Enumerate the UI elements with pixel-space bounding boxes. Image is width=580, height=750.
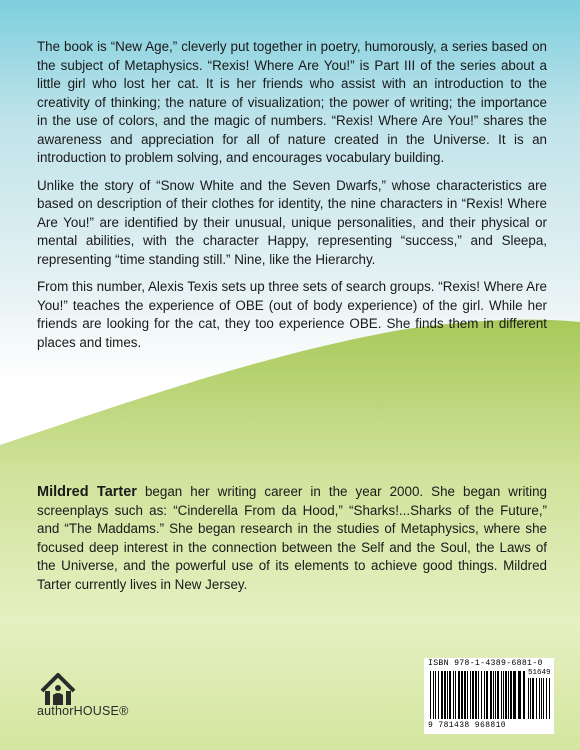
barcode-bar <box>539 678 540 719</box>
barcode-bar <box>530 678 531 719</box>
barcode-number: 9 781438 968810 <box>428 721 507 730</box>
barcode-bar <box>505 671 507 719</box>
barcode-bar <box>523 671 525 719</box>
barcode-bar <box>458 671 460 719</box>
barcode-bar <box>536 678 537 719</box>
barcode-bar <box>475 671 477 719</box>
barcode-bar <box>430 671 431 719</box>
author-bio <box>37 483 547 603</box>
barcode-bar <box>438 671 439 719</box>
author-name: Mildred Tarter <box>37 484 137 500</box>
barcode-bar <box>472 671 474 719</box>
barcode-bar <box>503 671 504 719</box>
description-paragraph-2: Unlike the story of “Snow White and the Seven Dwarfs,” whose characteristics are based on description of their clothes for identity, the nine characters in “Rexis! Where Are You!” are identified by their unusual, unique personalities, and their physical or mental abilities, with the character Happy, representing “success,” and Sleepa, representing “time standing still.” Nine, like the Hierarchy. <box>37 177 547 267</box>
barcode-bar <box>513 671 516 719</box>
description-paragraph-1: The book is “New Age,” cleverly put together in poetry, humorously, a series based on the subject of Metaphysics. “Rexis! Where Are You!” is Part III of the series about a little girl who lost her cat. It is her friends who assist with an introduction to the creativity of thinking; the nature of visualization; the power of writing; the importance in the use of colors, and the magic of numbers. “Rexis! Where Are You!” shares the awareness and appreciation for all of nature created in the Universe. It is an introduction to problem solving, and encourages vocabulary building. <box>37 39 547 165</box>
barcode-bar <box>501 671 502 719</box>
barcode-bar <box>435 671 436 719</box>
barcode-bar <box>497 671 499 719</box>
barcode-bar <box>484 671 485 719</box>
barcode-bar <box>433 671 434 719</box>
barcode-bar <box>444 671 446 719</box>
barcode-bar <box>493 671 494 719</box>
barcode-bar <box>549 678 550 719</box>
barcode-bar <box>441 671 443 719</box>
barcode-bar <box>543 678 544 719</box>
barcode-bar <box>486 671 488 719</box>
barcode-bar <box>455 671 456 719</box>
publisher-name: authorHOUSE® <box>37 704 129 718</box>
barcode-bar <box>528 678 529 719</box>
barcode-bar <box>481 671 482 719</box>
barcode-bar <box>453 671 454 719</box>
barcode-bar <box>464 671 466 719</box>
barcode-bar <box>449 671 451 719</box>
author-bio-text: began her writing career in the year 2000. She began writing screenplays such as: “Cinderella From da Hood,” “Sharks!...Sharks of the Future,” and “The Maddams.” She began research in the studies of Metaphysics, where she focused deep interest in the connection between the Self and the Soul, the Laws of the Universe, and the powerful use of its elements to achieve good things. Mildred Tarter currently lives in New Jersey. <box>37 484 548 592</box>
barcode-bar <box>532 678 534 719</box>
barcode-bar <box>541 678 542 719</box>
barcode-bar <box>470 671 471 719</box>
barcode-bar <box>478 671 479 719</box>
barcode-bar <box>546 678 547 719</box>
barcode-bar <box>490 671 492 719</box>
barcode-bar <box>518 671 521 719</box>
barcode-bar <box>508 671 509 719</box>
book-description <box>37 38 547 361</box>
isbn-label: ISBN 978-1-4389-6881-0 <box>428 659 543 668</box>
barcode-bar <box>447 671 448 719</box>
description-paragraph-3: From this number, Alexis Texis sets up three sets of search groups. “Rexis! Where Are You!” teaches the experience of OBE (out of body experience) of the girl. While her friends are looking for the cat, they too experience OBE. She finds them in different places and times. <box>37 279 547 350</box>
barcode-bar <box>461 671 463 719</box>
barcode-bar <box>467 671 468 719</box>
price-code: 51649 <box>528 669 551 677</box>
barcode-bar <box>495 671 496 719</box>
barcode-bar <box>510 671 512 719</box>
